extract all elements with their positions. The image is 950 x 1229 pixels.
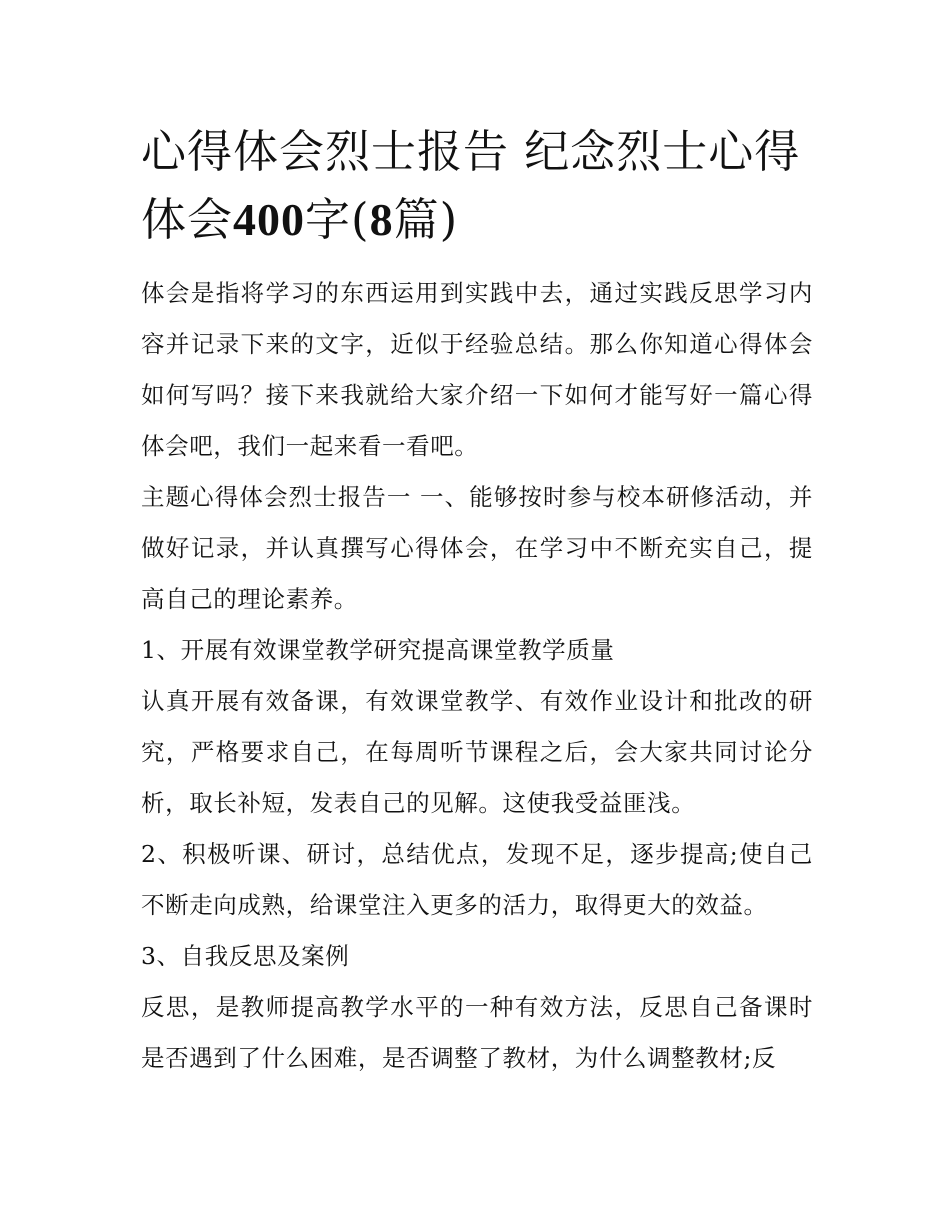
title-number-400: 400 (233, 194, 306, 245)
document-body (141, 118, 813, 1084)
title-text-2: 字( (305, 193, 370, 246)
section-heading-3: 3、自我反思及案例 (141, 942, 350, 970)
paragraph-reflection: 反思，是教师提高教学水平的一种有效方法，反思自己备课时是否遇到了什么困难，是否调整了教材，为什么调整教材;反 (141, 993, 813, 1072)
paragraph-intro: 体会是指将学习的东西运用到实践中去，通过实践反思学习内容并记录下来的文字，近似于经验总结。那么你知道心得体会如何写吗？接下来我就给大家介绍一下如何才能写好一篇心得体会吧，我们一起来看一看吧。 (141, 279, 813, 460)
title-text-1: 心得体会烈士报告 纪念烈士心得体会 (141, 125, 801, 246)
paragraph-report-one: 主题心得体会烈士报告一 一、能够按时参与校本研修活动，并做好记录，并认真撰写心得体会，在学习中不断充实自己，提高自己的理论素养。 (141, 483, 813, 613)
paragraph-effective-teaching: 认真开展有效备课，有效课堂教学、有效作业设计和批改的研究，严格要求自己，在每周听节课程之后，会大家共同讨论分析，取长补短，发表自己的见解。这使我受益匪浅。 (141, 687, 813, 817)
section-heading-2: 2、积极听课、研讨，总结优点，发现不足，逐步提高;使自己不断走向成熟，给课堂注入更多的活力，取得更大的效益。 (141, 840, 813, 919)
section-heading-1: 1、开展有效课堂教学研究提高课堂教学质量 (141, 636, 615, 664)
title-text-3: 篇) (393, 193, 459, 246)
document-title (141, 118, 813, 254)
title-number-8: 8 (369, 194, 394, 245)
